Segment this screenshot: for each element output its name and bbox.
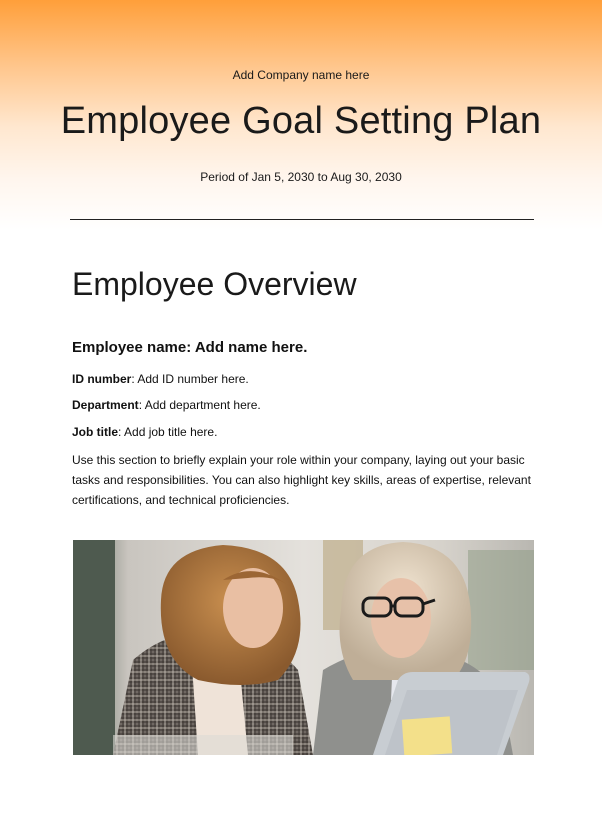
job-title-field: [72, 425, 217, 439]
job-title-label: Job title: [72, 425, 119, 439]
company-name: Add Company name here: [232, 68, 370, 82]
photo-illustration: [73, 540, 534, 755]
id-number-field: [72, 372, 249, 386]
section-title-employee-overview: Employee Overview: [72, 266, 357, 302]
department-label: Department: [72, 398, 139, 412]
employee-name: [72, 339, 307, 356]
header-divider: [70, 219, 534, 220]
role-description: Use this section to briefly explain your role within your company, laying out your basic tasks and responsibilities. You can also highlight key skills, areas of expertise, relevant certifications, and technical proficiencies.: [72, 453, 531, 507]
department-value: : Add department here.: [138, 398, 261, 412]
plan-period: Period of Jan 5, 2030 to Aug 30, 2030: [200, 170, 402, 184]
employee-name-label: Employee name:: [72, 339, 192, 356]
department-field: [72, 398, 261, 412]
id-number-label: ID number: [72, 372, 132, 386]
document-title: Employee Goal Setting Plan: [60, 100, 542, 142]
id-number-value: : Add ID number here.: [131, 372, 249, 386]
employee-name-value: Add name here.: [194, 339, 308, 356]
photo-two-women-laptop: [73, 540, 534, 755]
job-title-value: : Add job title here.: [118, 425, 218, 439]
